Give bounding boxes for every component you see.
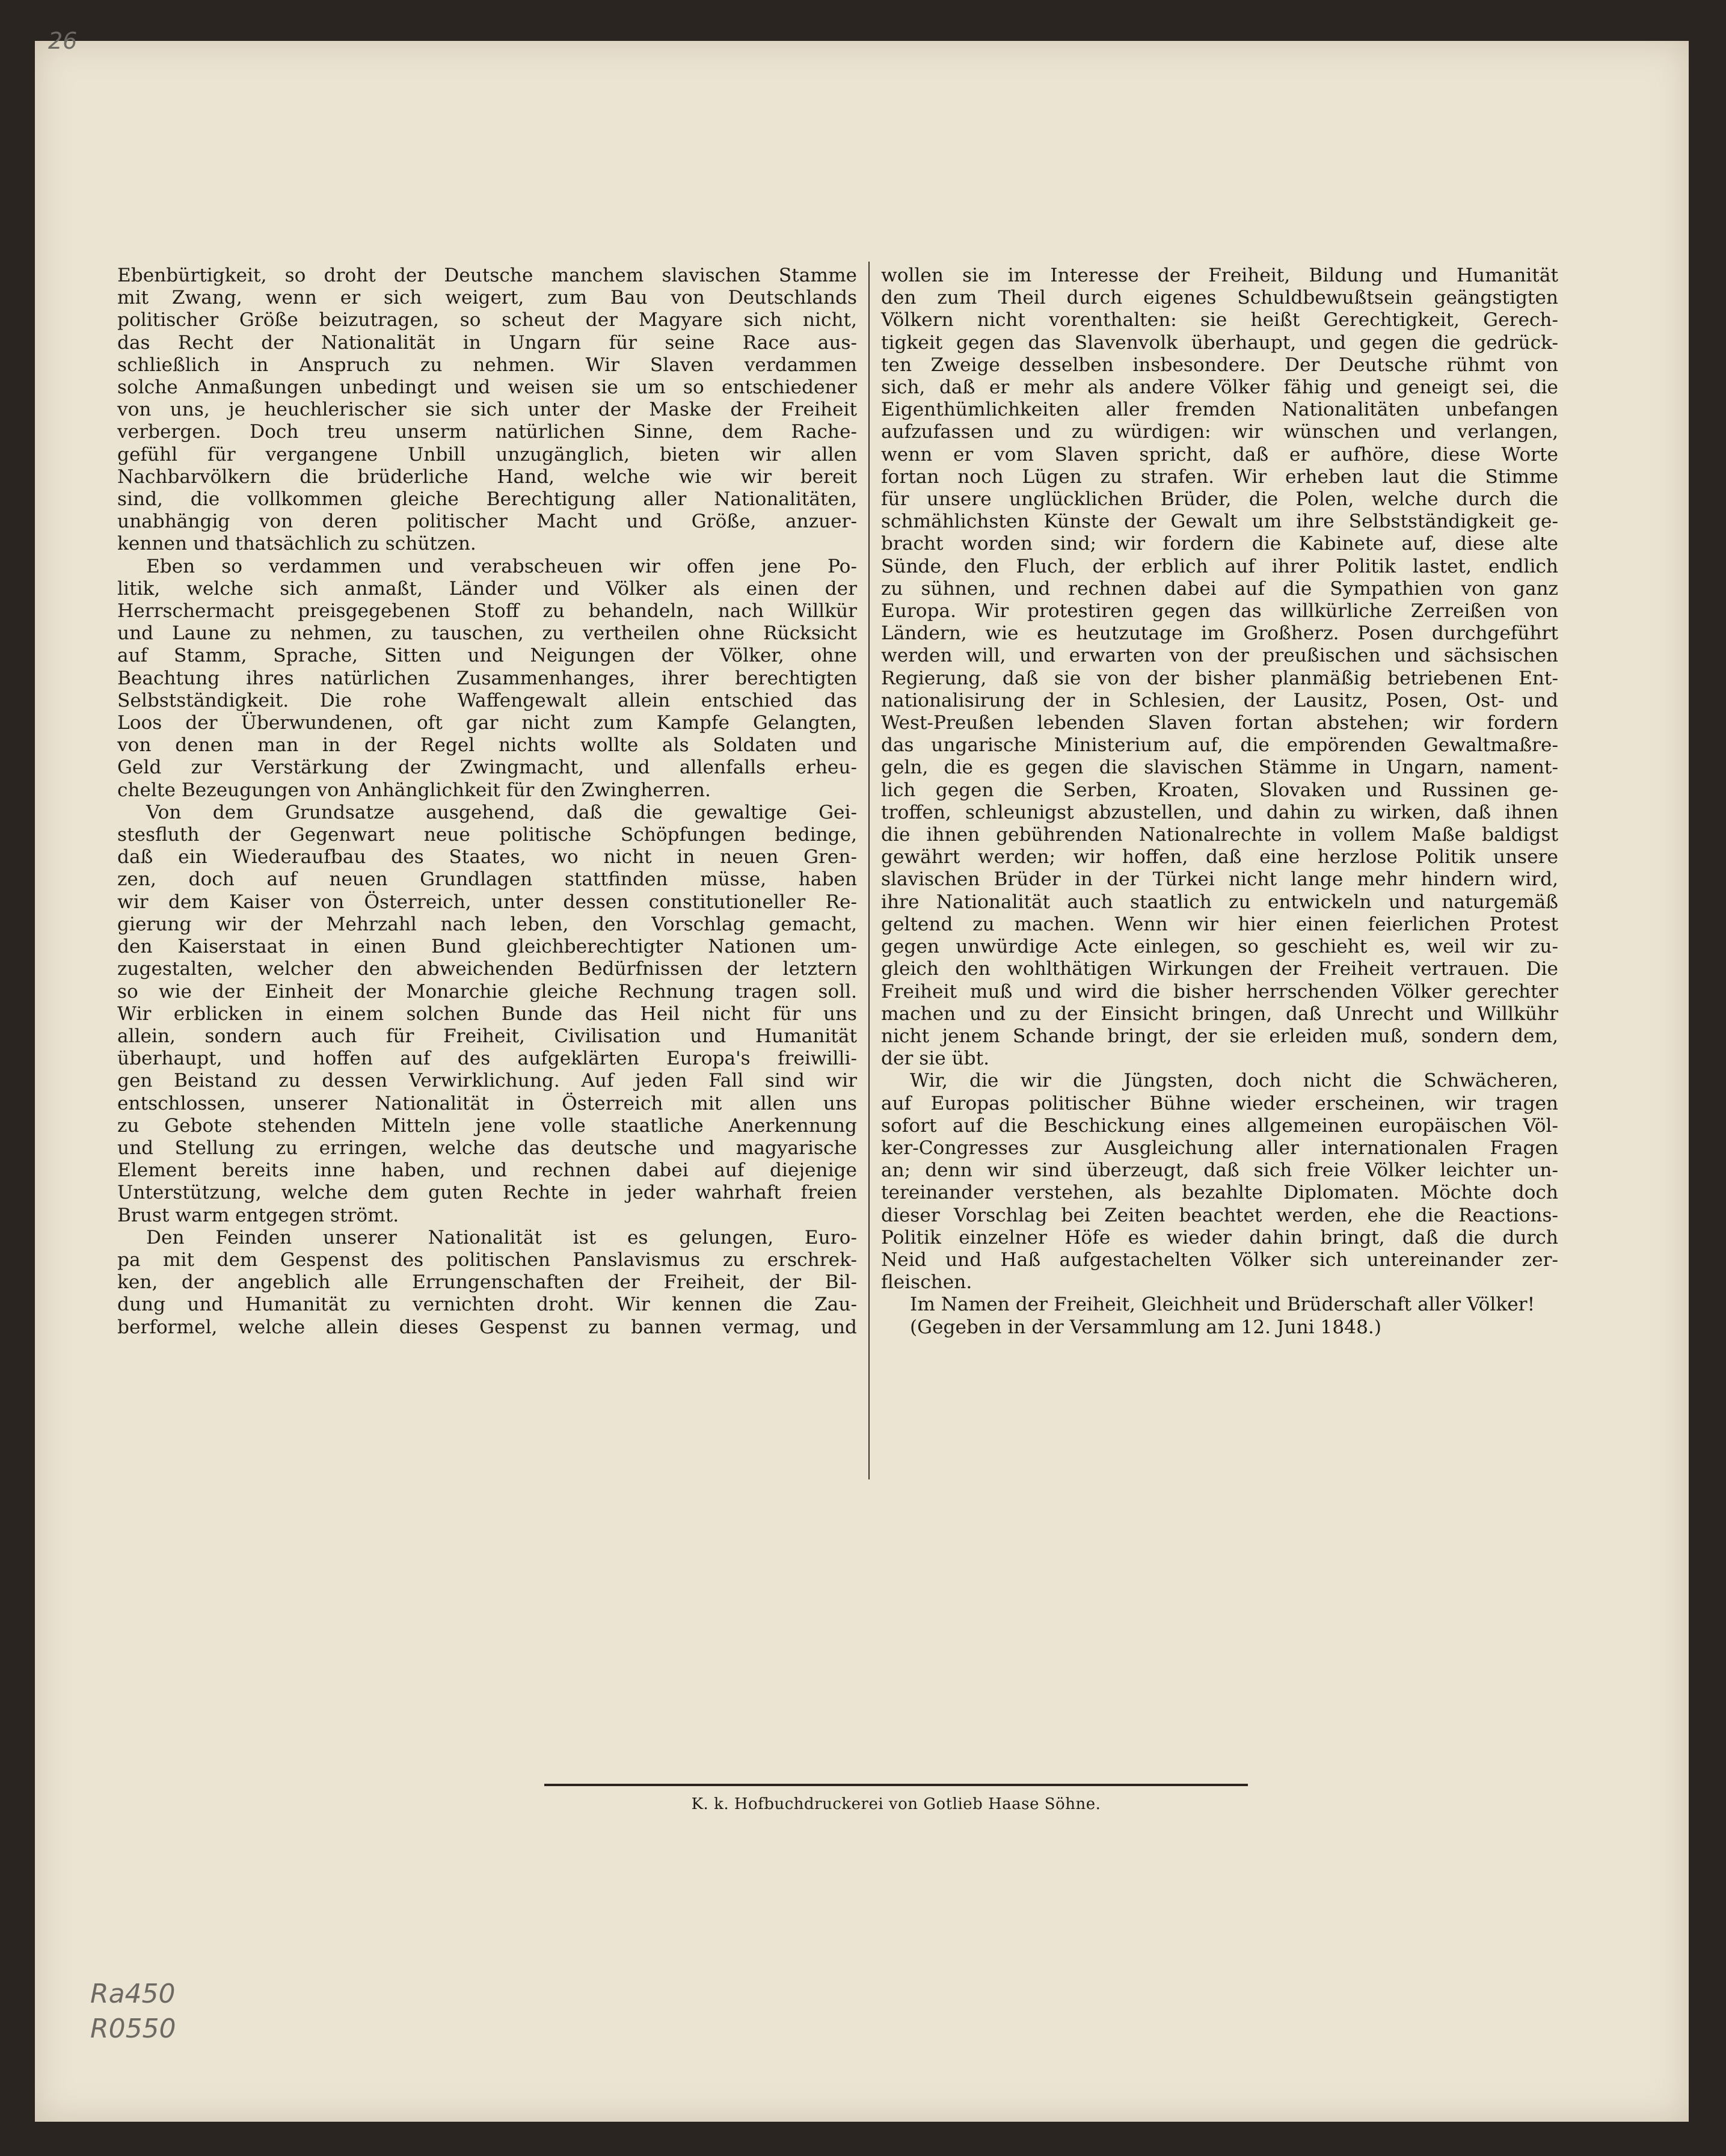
text-line: entschlossen, unserer Nationalität in Österreich mit allen uns: [117, 1092, 857, 1114]
text-line: Den Feinden unserer Nationalität ist es gelungen, Euro-: [146, 1226, 857, 1248]
text-line: das ungarische Ministerium auf, die empörenden Gewaltmaßre-: [881, 734, 1558, 757]
text-line: verbergen. Doch treu unserm natürlichen Sinne, dem Rache-: [117, 421, 857, 443]
text-line: Wir erblicken in einem solchen Bunde das Heil nicht für uns: [117, 1003, 857, 1025]
text-line: lich gegen die Serben, Kroaten, Slovaken und Russinen ge-: [881, 779, 1558, 801]
text-line: Völkern nicht vorenthalten: sie heißt Gerechtigkeit, Gerech-: [881, 309, 1558, 331]
text-line: von uns, je heuchlerischer sie sich unter der Maske der Freiheit: [117, 399, 857, 421]
text-line: ker-Congresses zur Ausgleichung aller internationalen Fragen: [881, 1137, 1558, 1159]
text-line: nicht jenem Schande bringt, der sie erleiden muß, sondern dem,: [881, 1025, 1558, 1047]
text-line: wir dem Kaiser von Österreich, unter dessen constitutioneller Re-: [117, 891, 857, 913]
text-line: Europa. Wir protestiren gegen das willkürliche Zerreißen von: [881, 600, 1558, 622]
right-text-column: [881, 265, 1558, 1339]
text-line: Sünde, den Fluch, der erblich auf ihrer Politik lastet, endlich: [881, 555, 1558, 577]
text-line: gegen unwürdige Acte einlegen, so geschieht es, weil wir zu-: [881, 936, 1558, 958]
text-line: für unsere unglücklichen Brüder, die Polen, welche durch die: [881, 488, 1558, 511]
text-line: Neid und Haß aufgestachelten Völker sich untereinander zer-: [881, 1248, 1558, 1271]
text-line: Von dem Grundsatze ausgehend, daß die gewaltige Gei-: [146, 801, 857, 823]
text-line: allein, sondern auch für Freiheit, Civilisation und Humanität: [117, 1025, 857, 1047]
text-line: machen und zu der Einsicht bringen, daß Unrecht und Willkühr: [881, 1003, 1558, 1025]
text-line: gefühl für vergangene Unbill unzugänglich, bieten wir allen: [117, 443, 857, 465]
text-line: gierung wir der Mehrzahl nach leben, den Vorschlag gemacht,: [117, 913, 857, 935]
text-line: aufzufassen und zu würdigen: wir wünschen und verlangen,: [881, 421, 1558, 443]
pencil-inventory-mark-1: Ra450: [90, 1979, 176, 2009]
text-line: das Recht der Nationalität in Ungarn für seine Race aus-: [117, 331, 857, 354]
text-line: werden will, und erwarten von der preußischen und sächsischen: [881, 645, 1558, 667]
text-line: auf Europas politischer Bühne wieder erscheinen, wir tragen: [881, 1092, 1558, 1114]
text-line: bracht worden sind; wir fordern die Kabinete auf, diese alte: [881, 533, 1558, 555]
text-line: Regierung, daß sie von der bisher planmäßig betriebenen Ent-: [881, 667, 1558, 689]
text-line: schmählichsten Künste der Gewalt um ihre Selbstständigkeit ge-: [881, 511, 1558, 533]
text-line: ken, der angeblich alle Errungenschaften der Freiheit, der Bil-: [117, 1271, 857, 1294]
footer-rule: [544, 1784, 1248, 1786]
text-line: gen Beistand zu dessen Verwirklichung. Auf jeden Fall sind wir: [117, 1070, 857, 1092]
text-line: berformel, welche allein dieses Gespenst zu bannen vermag, und: [117, 1316, 857, 1338]
text-line: den Kaiserstaat in einen Bund gleichberechtigter Nationen um-: [117, 936, 857, 958]
text-line: und Laune zu nehmen, zu tauschen, zu vertheilen ohne Rücksicht: [117, 622, 857, 645]
pencil-page-number: 26: [48, 28, 78, 54]
text-line: wenn er vom Slaven spricht, daß er aufhöre, diese Worte: [881, 443, 1558, 465]
text-line: politischer Größe beizutragen, so scheut der Magyare sich nicht,: [117, 309, 857, 331]
text-line: chelte Bezeugungen von Anhänglichkeit für den Zwingherren.: [117, 779, 711, 801]
text-line: dung und Humanität zu vernichten droht. Wir kennen die Zau-: [117, 1294, 857, 1316]
text-line: Selbstständigkeit. Die rohe Waffengewalt allein entschied das: [117, 689, 857, 711]
text-line: mit Zwang, wenn er sich weigert, zum Bau von Deutschlands: [117, 287, 857, 309]
text-line: den zum Theil durch eigenes Schuldbewußtsein geängstigten: [881, 287, 1558, 309]
text-line: von denen man in der Regel nichts wollte als Soldaten und: [117, 734, 857, 757]
text-line: überhaupt, und hoffen auf des aufgeklärten Europa's freiwilli-: [117, 1048, 857, 1070]
text-line: zu sühnen, und rechnen dabei auf die Sympathien von ganz: [881, 577, 1558, 600]
text-line: dieser Vorschlag bei Zeiten beachtet werden, ehe die Reactions-: [881, 1204, 1558, 1226]
text-line: troffen, schleunigst abzustellen, und dahin zu wirken, daß ihnen: [881, 801, 1558, 823]
text-line: gleich den wohlthätigen Wirkungen der Freiheit vertrauen. Die: [881, 958, 1558, 980]
text-line: unabhängig von deren politischer Macht und Größe, anzuer-: [117, 511, 857, 533]
text-line: Beachtung ihres natürlichen Zusammenhanges, ihrer berechtigten: [117, 667, 857, 689]
text-line: Herrschermacht preisgegebenen Stoff zu behandeln, nach Willkür: [117, 600, 857, 622]
text-line: ihre Nationalität auch staatlich zu entwickeln und naturgemäß: [881, 891, 1558, 913]
text-line: sofort auf die Beschickung eines allgemeinen europäischen Völ-: [881, 1114, 1558, 1137]
text-line: litik, welche sich anmaßt, Länder und Völker als einen der: [117, 577, 857, 600]
text-line: so wie der Einheit der Monarchie gleiche Rechnung tragen soll.: [117, 980, 857, 1003]
text-line: gewährt werden; wir hoffen, daß eine herzlose Politik unsere: [881, 846, 1558, 868]
text-line: geltend zu machen. Wenn wir hier einen feierlichen Protest: [881, 913, 1558, 935]
text-line: (Gegeben in der Versammlung am 12. Juni 1848.): [910, 1316, 1381, 1338]
text-line: Wir, die wir die Jüngsten, doch nicht die Schwächeren,: [910, 1070, 1558, 1092]
text-line: an; denn wir sind überzeugt, daß sich freie Völker leichter un-: [881, 1159, 1558, 1182]
text-line: nationalisirung der in Schlesien, der Lausitz, Posen, Ost- und: [881, 689, 1558, 711]
text-line: und Stellung zu erringen, welche das deutsche und magyarische: [117, 1137, 857, 1159]
text-line: auf Stamm, Sprache, Sitten und Neigungen der Völker, ohne: [117, 645, 857, 667]
text-line: sich, daß er mehr als andere Völker fähig und geneigt sei, die: [881, 376, 1558, 399]
text-line: Freiheit muß und wird die bisher herrschenden Völker gerechter: [881, 980, 1558, 1003]
text-line: tigkeit gegen das Slavenvolk überhaupt, und gegen die gedrück-: [881, 331, 1558, 354]
text-line: slavischen Brüder in der Türkei nicht lange mehr hindern wird,: [881, 868, 1558, 891]
text-line: kennen und thatsächlich zu schützen.: [117, 533, 476, 555]
text-line: Politik einzelner Höfe es wieder dahin bringt, daß die durch: [881, 1226, 1558, 1248]
text-line: Ländern, wie es heutzutage im Großherz. Posen durchgeführt: [881, 622, 1558, 645]
text-line: solche Anmaßungen unbedingt und weisen sie um so entschiedener: [117, 376, 857, 399]
text-line: Eben so verdammen und verabscheuen wir offen jene Po-: [146, 555, 857, 577]
text-line: der sie übt.: [881, 1048, 990, 1070]
text-line: Brust warm entgegen strömt.: [117, 1204, 399, 1226]
text-line: zen, doch auf neuen Grundlagen stattfinden müsse, haben: [117, 868, 857, 891]
column-divider: [868, 262, 870, 1479]
text-line: tereinander verstehen, als bezahlte Diplomaten. Möchte doch: [881, 1182, 1558, 1204]
text-line: daß ein Wiederaufbau des Staates, wo nicht in neuen Gren-: [117, 846, 857, 868]
text-line: West-Preußen lebenden Slaven fortan abstehen; wir fordern: [881, 712, 1558, 734]
text-line: geln, die es gegen die slavischen Stämme in Ungarn, nament-: [881, 757, 1558, 779]
left-text-column: [117, 265, 857, 1339]
text-line: stesfluth der Gegenwart neue politische Schöpfungen bedinge,: [117, 824, 857, 846]
printer-imprint: K. k. Hofbuchdruckerei von Gotlieb Haase Söhne.: [691, 1795, 1101, 1813]
text-line: die ihnen gebührenden Nationalrechte in vollem Maße baldigst: [881, 824, 1558, 846]
text-line: schließlich in Anspruch zu nehmen. Wir Slaven verdammen: [117, 354, 857, 376]
text-line: zugestalten, welcher den abweichenden Bedürfnissen der letztern: [117, 958, 857, 980]
text-line: Ebenbürtigkeit, so droht der Deutsche manchem slavischen Stamme: [117, 265, 857, 286]
text-line: Im Namen der Freiheit, Gleichheit und Brüderschaft aller Völker!: [910, 1294, 1535, 1316]
pencil-inventory-mark-2: R0550: [90, 2013, 176, 2044]
text-line: ten Zweige desselben insbesondere. Der Deutsche rühmt von: [881, 354, 1558, 376]
text-line: Element bereits inne haben, und rechnen dabei auf diejenige: [117, 1159, 857, 1182]
text-line: sind, die vollkommen gleiche Berechtigung aller Nationalitäten,: [117, 488, 857, 511]
text-line: Eigenthümlichkeiten aller fremden Nationalitäten unbefangen: [881, 399, 1558, 421]
text-line: Loos der Überwundenen, oft gar nicht zum Kampfe Gelangten,: [117, 712, 857, 734]
text-line: wollen sie im Interesse der Freiheit, Bildung und Humanität: [881, 265, 1558, 286]
text-line: Nachbarvölkern die brüderliche Hand, welche wie wir bereit: [117, 465, 857, 488]
text-line: fleischen.: [881, 1271, 972, 1294]
text-line: Unterstützung, welche dem guten Rechte in jeder wahrhaft freien: [117, 1182, 857, 1204]
text-line: Geld zur Verstärkung der Zwingmacht, und allenfalls erheu-: [117, 757, 857, 779]
text-line: fortan noch Lügen zu strafen. Wir erheben laut die Stimme: [881, 465, 1558, 488]
text-line: pa mit dem Gespenst des politischen Panslavismus zu erschrek-: [117, 1248, 857, 1271]
text-line: zu Gebote stehenden Mitteln jene volle staatliche Anerkennung: [117, 1114, 857, 1137]
